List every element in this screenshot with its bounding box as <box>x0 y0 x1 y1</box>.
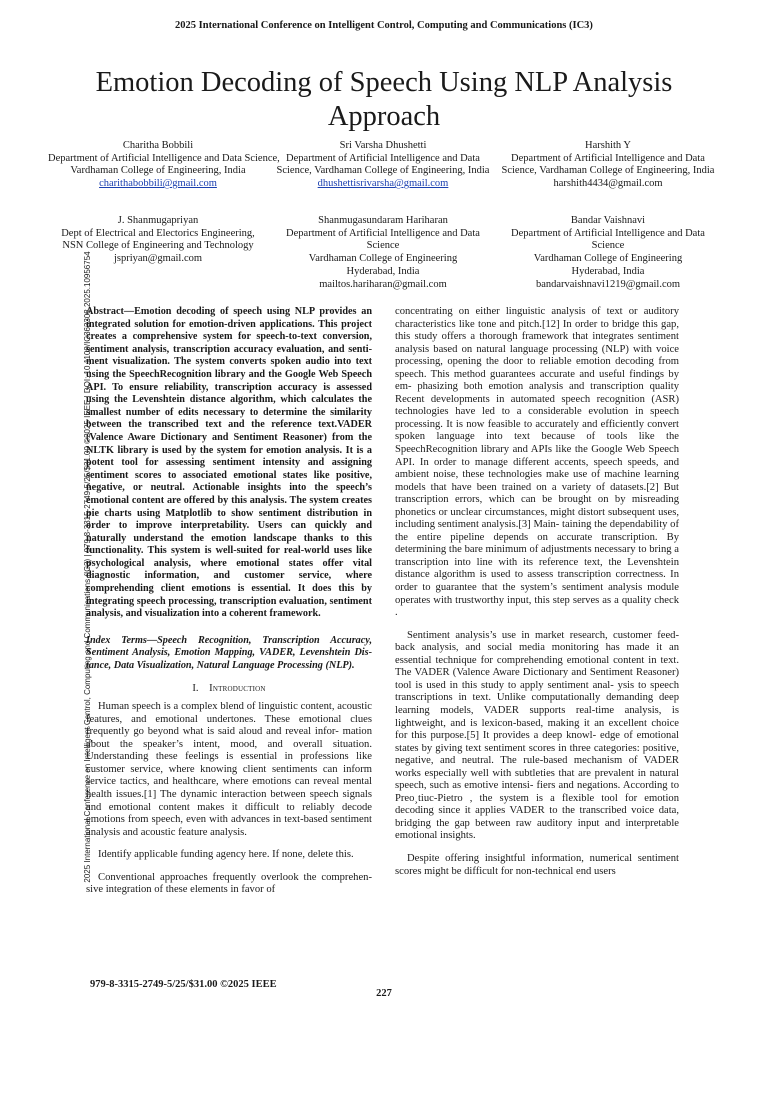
paragraph: concentrating on either linguistic analysis of text or auditory characteristics like tone and pitch.[12] In order to bridge this gap, this study offers a thorough framework that integrates sentiment analysis based on natural language processing (NLP) with voice processing, opening the door to reliable emotion decoding from speech. This method guarantees accurate and useful findings by em- phasizing both emotion analysis and transcription quality Recent developments in automated speech recognition (ASR) technologies have led to a considerable evolution in speech processing. It is now feasible to accurately and efficiently convert spoken language into text because of tools like the SpeechRecognition library and APIs like the Google Web Speech API. In order to manage different accents, speech speeds, and ambient noise, these technologies make use of machine learning models that have been trained on a variety of datasets.[2] But transcription errors, which can be brought on by misreading phonetics or unclear circumstances, might distort subsequent uses, including sentiment analysis.[3] Main- taining the dependability of the entire pipeline depends on accurate transcription. By determining the bare minimum of adjustments necessary to bring a transcription into line with its reference text, the Levenshtein distance algorithm is used to assess transcription correctness. In order to guarantee that the system’s sentiment analysis module operates with trustworthy input, this step serves as a quality check . <box>395 306 679 619</box>
author-block <box>498 215 718 291</box>
author-block <box>498 140 718 191</box>
author-email-link[interactable]: dhushettisrivarsha@gmail.com <box>317 178 449 190</box>
author-block <box>48 140 280 191</box>
doi-side-note: 2025 International Conference on Intelligent Control, Computing and Communications (IC3) | 979-8-3315-2749-5/25/$31.00 ©2025 IEEE | DOI: 10.1109/IC363308.2025.10956754 <box>83 251 92 883</box>
author-affiliation: Vardhaman College of Engineering <box>308 253 458 265</box>
author-block <box>273 140 493 191</box>
author-affiliation: Vardhaman College of Engineering, India <box>70 165 246 177</box>
author-email-link[interactable]: charithabobbili@gmail.com <box>99 178 217 190</box>
author-email: bandarvaishnavi1219@gmail.com <box>535 278 681 290</box>
section-title: Introduction <box>209 682 266 694</box>
author-email: harshith4434@gmail.com <box>553 178 663 190</box>
author-name: Bandar Vaishnavi <box>570 215 646 226</box>
funding-note: Identify applicable funding agency here. If none, delete this. <box>98 849 354 861</box>
author-block <box>48 215 268 266</box>
page-number: 227 <box>376 988 392 999</box>
section-number: I. <box>192 682 199 694</box>
paragraph: Human speech is a complex blend of linguistic content, acoustic features, and emotional undertones. These emotional clues frequently go beyond what is said aloud and reveal infor- mation about the speaker’s intent, mood, and overall situation. Understanding these feelings is essential in professions like customer service, where knowing client sentiments can inform service tactics, and healthcare, where emotions can reveal mental health issues.[1] The dynamic interaction between speech signals and emotional content makes it difficult to reliably decode emotions from speech, even with advances in text-based sentiment analysis and acoustic feature analysis. <box>86 701 372 838</box>
author-affiliation: Department of Artificial Intelligence and Data Science <box>511 227 705 252</box>
paragraph: Sentiment analysis’s use in market research, customer feed- back analysis, and social media monitoring has made it an essential technique for comprehending emotional content in text. The VADER (Valence Aware Dictionary and Sentiment Reasoner) tool is used in this study to apply sentiment anal- ysis to speech transcriptions in text. Unlike computationally demanding deep learning models, VADER supports real-time analysis, is lightweight, and is lexicon-based, making it an excellent choice for this purpose.[5] It provides a deep knowl- edge of emotional states by giving text sentiment scores in three categories: positive, negative, and neutral. The rule-based mechanism of VADER works especially well with subtleties that are prevalent in natural speech, such as emotive intensi- fiers and negations. According to Preo¸tiuc-Pietro , the system is a flexible tool for emotion decoding since it applies VADER to the transcribed voice data, bridging the gap between raw auditory input and interpretable emotional insights. <box>395 629 679 842</box>
author-name: Shanmugasundaram Hariharan <box>318 215 448 226</box>
paper-title: Emotion Decoding of Speech Using NLP Analysis Approach <box>95 67 673 132</box>
abstract: Abstract—Emotion decoding of speech using NLP provides an integrated solution for emotion-driven applications. This project creates a comprehensive system for speech-to-text conversion, sentiment analysis, transcription accuracy evaluation, and senti- ment visualization. The system converts spoken audio into text using the SpeechRecognition library and the Google Web Speech API. To ensure reliability, transcription accuracy is assessed using the Levenshtein distance algorithm, which calculates the smallest number of edits necessary to determine the similarity between the transcribed text and the reference text.VADER (Valence Aware Dictionary and Sentiment Reasoner) from the NLTK library is used by the system for emotion analysis. It is a potent tool for assessing sentiment intensity and assigning sentiment scores to associated emotional states like positive, negative, or neutral. Actionable insights into the speech’s emotional content are offered by this analysis. The system creates pie charts using Matplotlib to show sentiment distribution in order to improve interpretability. Users can quickly and naturally understand the emotion landscape thanks to this functionality. This system is well-suited for real-world uses like psychological analysis, where emotional states offer vital diagnostic information, and customer service, where comprehending client emotions is essential. It does this by integrating speech processing, transcription evaluation, sentiment analysis, and visualization into a coherent framework. <box>86 306 372 620</box>
conference-header: 2025 International Conference on Intelligent Control, Computing and Communications (IC3) <box>175 20 593 31</box>
paragraph: Conventional approaches frequently overlook the comprehen- sive integration of these elements in favor of <box>86 871 372 896</box>
author-affiliation: Department of Artificial Intelligence and Data Science <box>286 227 480 252</box>
author-name: Sri Varsha Dhushetti <box>339 140 427 151</box>
index-terms: Index Terms—Speech Recognition, Transcription Accuracy, Sentiment Analysis, Emotion Mapping, VADER, Levenshtein Dis- tance, Data Visualization, Natural Language Processing (NLP). <box>86 634 372 672</box>
author-affiliation: Vardhaman College of Engineering <box>533 253 683 265</box>
author-name: J. Shanmugapriyan <box>117 215 199 226</box>
right-column <box>395 306 679 878</box>
author-name: Harshith Y <box>585 140 631 151</box>
paragraph: Despite offering insightful information, numerical sentiment scores might be difficult for non-technical end users <box>395 852 679 877</box>
author-affiliation: Hyderabad, India <box>571 265 645 277</box>
author-affiliation: Hyderabad, India <box>346 265 420 277</box>
author-affiliation: Department of Artificial Intelligence and Data Science, Vardhaman College of Engineering, India <box>501 152 715 177</box>
author-affiliation: NSN College of Engineering and Technology <box>62 240 254 252</box>
author-email: mailtos.hariharan@gmail.com <box>319 278 447 290</box>
left-column <box>86 306 372 897</box>
author-email: jspriyan@gmail.com <box>113 253 203 265</box>
author-affiliation: Department of Artificial Intelligence and Data Science, Vardhaman College of Engineering, India <box>276 152 490 177</box>
author-name: Charitha Bobbili <box>122 140 194 151</box>
author-affiliation: Dept of Electrical and Electorics Engineering, <box>61 227 255 239</box>
author-affiliation: Department of Artificial Intelligence and Data Science, <box>48 152 280 164</box>
section-heading <box>86 683 372 696</box>
author-block <box>273 215 493 291</box>
footer-isbn: 979-8-3315-2749-5/25/$31.00 ©2025 IEEE <box>90 979 277 990</box>
